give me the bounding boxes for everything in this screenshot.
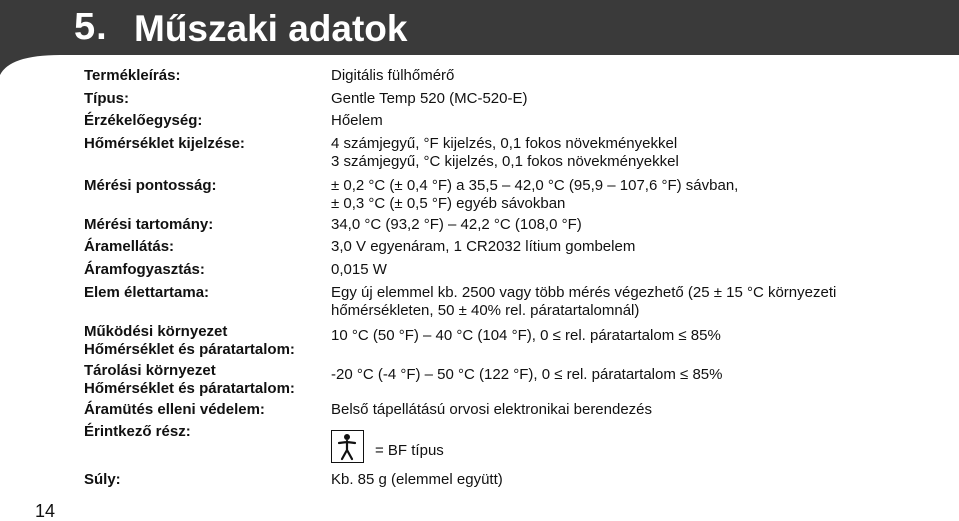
spec-label: Hőmérséklet kijelzése:	[84, 135, 245, 152]
spec-label: Érintkező rész:	[84, 423, 191, 440]
spec-value: 0,015 W	[331, 261, 387, 278]
less-equal-symbol: ≤	[678, 327, 687, 344]
spec-value-line: ± 0,2 °C (± 0,4 °F) a 35,5 – 42,0 °C (95,9 – 107,6 °F) sávban,	[331, 177, 739, 194]
env-range: -20 °C (-4 °F) – 50 °C (122 °F), 0	[331, 366, 551, 383]
spec-label-line: Hőmérséklet és páratartalom:	[84, 380, 295, 397]
spec-value: Kb. 85 g (elemmel együtt)	[331, 471, 503, 488]
spec-value	[331, 327, 721, 345]
bf-type-body-icon	[331, 430, 364, 463]
spec-value-line: 3 számjegyű, °C kijelzés, 0,1 fokos növekményekkel	[331, 153, 679, 170]
spec-label: Súly:	[84, 471, 121, 488]
spec-label-line: Hőmérséklet és páratartalom:	[84, 341, 295, 358]
less-equal-symbol: ≤	[552, 327, 561, 344]
spec-label-line: Tárolási környezet	[84, 362, 216, 379]
spec-value-line: hőmérsékleten, 50 ± 40% rel. páratartalomnál)	[331, 302, 640, 319]
spec-value	[331, 177, 738, 213]
spec-label: Termékleírás:	[84, 67, 181, 84]
spec-value: Hőelem	[331, 112, 383, 129]
spec-label: Áramellátás:	[84, 238, 175, 255]
spec-value: Gentle Temp 520 (MC-520-E)	[331, 90, 528, 107]
spec-label: Mérési pontosság:	[84, 177, 217, 194]
spec-value: 34,0 °C (93,2 °F) – 42,2 °C (108,0 °F)	[331, 216, 582, 233]
spec-value-line: Egy új elemmel kb. 2500 vagy több mérés végezhető (25 ± 15 °C környezeti	[331, 284, 837, 301]
spec-value	[331, 366, 722, 384]
less-equal-symbol: ≤	[554, 366, 563, 383]
env-humidity-label: rel. páratartalom	[564, 327, 675, 344]
less-equal-symbol: ≤	[680, 366, 689, 383]
spec-label: Érzékelőegység:	[84, 112, 203, 129]
spec-label	[84, 323, 324, 359]
section-title: Műszaki adatok	[134, 8, 408, 49]
env-range: 10 °C (50 °F) – 40 °C (104 °F), 0	[331, 327, 549, 344]
spec-label: Típus:	[84, 90, 129, 107]
bf-type-label: = BF típus	[375, 442, 444, 459]
env-humidity-label: rel. páratartalom	[566, 366, 676, 383]
spec-label: Mérési tartomány:	[84, 216, 214, 233]
spec-value: Digitális fülhőmérő	[331, 67, 455, 84]
spec-label-line: Működési környezet	[84, 323, 228, 340]
spec-value-line: 4 számjegyű, °F kijelzés, 0,1 fokos növekményekkel	[331, 135, 678, 152]
section-header	[0, 0, 959, 75]
spec-value: 3,0 V egyenáram, 1 CR2032 lítium gombelem	[331, 238, 636, 255]
env-humidity-max: 85%	[692, 366, 723, 383]
spec-label: Áramütés elleni védelem:	[84, 401, 265, 418]
page-number: 14	[35, 501, 56, 521]
spec-value: Belső tápellátású orvosi elektronikai berendezés	[331, 401, 653, 418]
env-humidity-max: 85%	[690, 327, 721, 344]
spec-value	[331, 284, 836, 320]
spec-value	[331, 135, 679, 171]
section-number: 5.	[74, 6, 108, 48]
spec-value-line: ± 0,3 °C (± 0,5 °F) egyéb sávokban	[331, 195, 566, 212]
spec-label: Áramfogyasztás:	[84, 261, 205, 278]
spec-label: Elem élettartama:	[84, 284, 210, 301]
spec-label	[84, 362, 324, 398]
